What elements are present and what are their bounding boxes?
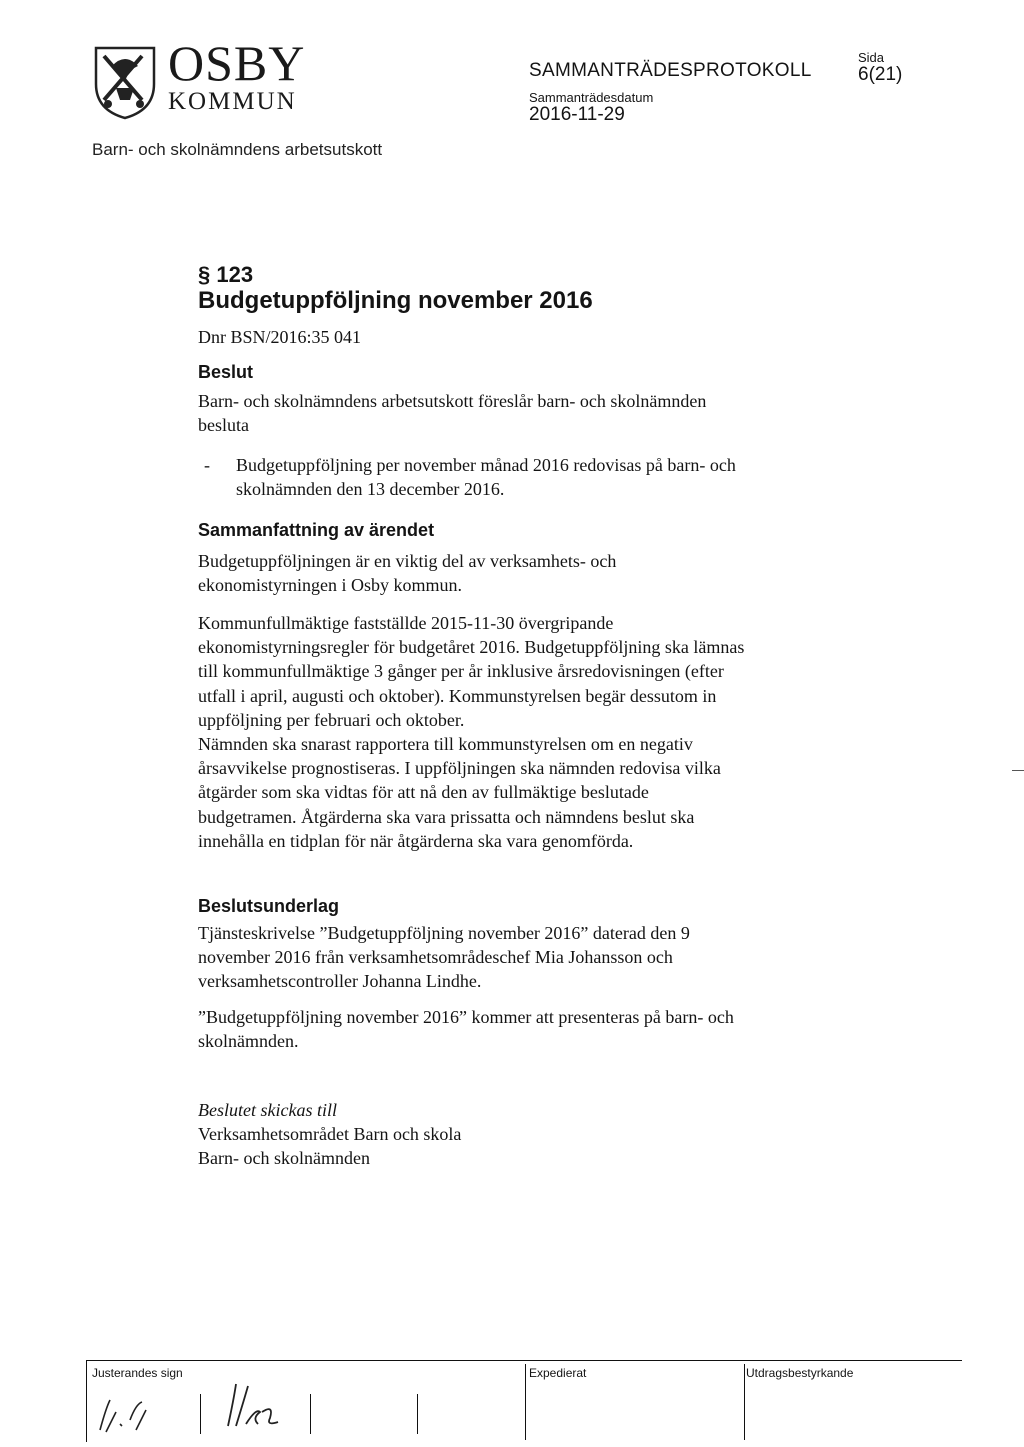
text-line: ”Budgetuppföljning november 2016” kommer att presenteras på barn- och [198, 1007, 734, 1027]
footer-label-expedierat: Expedierat [529, 1366, 587, 1380]
footer-divider [86, 1360, 962, 1361]
date-label: Sammanträdesdatum [529, 90, 654, 105]
footer-cell-border [417, 1394, 418, 1434]
text-line: skolnämnden. [198, 1031, 299, 1052]
recipients-list [198, 1122, 461, 1170]
brand-name: OSBY [168, 35, 306, 91]
footer-cell-border [744, 1364, 745, 1440]
footer-cell-border [525, 1364, 526, 1440]
text-line: Kommunfullmäktige fastställde 2015-11-30 övergripande [198, 613, 614, 633]
basis-paragraph-2 [198, 1005, 734, 1053]
text-line: utfall i april, augusti och oktober). Kommunstyrelsen begär dessutom in [198, 685, 717, 706]
osby-coat-of-arms-logo [90, 42, 160, 122]
basis-heading: Beslutsunderlag [198, 896, 340, 916]
protocol-title: SAMMANTRÄDESPROTOKOLL [529, 60, 812, 81]
brand-subtitle: KOMMUN [168, 88, 297, 115]
footer-label-justerandes: Justerandes sign [92, 1366, 183, 1380]
text-line: ekonomistyrningen i Osby kommun. [198, 575, 462, 596]
summary-paragraph-2 [198, 611, 744, 853]
bullet-dash: - [204, 455, 210, 475]
decision-bullet-line: Budgetuppföljning per november månad 2016 redovisas på barn- och [236, 455, 736, 475]
text-line: november 2016 från verksamhetsområdeschef Mia Johansson och [198, 947, 673, 968]
recipients-heading: Beslutet skickas till [198, 1100, 337, 1120]
decision-text-line: Barn- och skolnämndens arbetsutskott föreslår barn- och skolnämnden [198, 391, 707, 411]
text-line: åtgärder som ska vidtas för att nå den av fullmäktige beslutade [198, 782, 649, 803]
scan-edge-mark [1012, 770, 1024, 771]
handwritten-initials-signature [96, 1390, 186, 1440]
text-line: ekonomistyrningsregler för budgetåret 2016. Budgetuppföljning ska lämnas [198, 637, 745, 658]
text-line: årsavvikelse prognostiseras. I uppföljningen ska nämnden redovisa vilka [198, 758, 721, 779]
decision-text-line: besluta [198, 415, 249, 435]
section-title: Budgetuppföljning november 2016 [198, 287, 593, 314]
decision-heading: Beslut [198, 362, 254, 382]
recipient-item: Barn- och skolnämnden [198, 1148, 370, 1168]
summary-heading: Sammanfattning av ärendet [198, 520, 435, 540]
committee-name: Barn- och skolnämndens arbetsutskott [92, 140, 383, 159]
page-number: 6(21) [858, 64, 903, 85]
text-line: budgetramen. Åtgärderna ska vara prissatta och nämndens beslut ska [198, 806, 695, 827]
section-number: § 123 [198, 262, 254, 287]
footer-cell-border [310, 1394, 311, 1434]
text-line: verksamhetscontroller Johanna Lindhe. [198, 971, 482, 992]
diary-number: Dnr BSN/2016:35 041 [198, 327, 362, 347]
text-line: till kommunfullmäktige 3 gånger per år inklusive årsredovisningen (efter [198, 661, 724, 682]
decision-bullet-line: skolnämnden den 13 december 2016. [236, 479, 505, 499]
summary-paragraph-1 [198, 549, 616, 597]
text-line: innehålla en tidplan för när åtgärderna ska vara genomförda. [198, 830, 634, 851]
recipient-item: Verksamhetsområdet Barn och skola [198, 1124, 462, 1144]
handwritten-signature [222, 1378, 292, 1438]
basis-paragraph-1 [198, 921, 690, 994]
text-line: Budgetuppföljningen är en viktig del av verksamhets- och [198, 551, 617, 571]
footer-label-utdragsbestyrkande: Utdragsbestyrkande [746, 1366, 854, 1380]
date-value: 2016-11-29 [529, 104, 625, 125]
footer-cell-border [200, 1394, 201, 1434]
page-label: Sida [858, 50, 885, 65]
text-line: uppföljning per februari och oktober. [198, 709, 465, 730]
text-line: Tjänsteskrivelse ”Budgetuppföljning november 2016” daterad den 9 [198, 923, 690, 943]
footer-cell-border [86, 1360, 87, 1442]
text-line: Nämnden ska snarast rapportera till kommunstyrelsen om en negativ [198, 734, 693, 755]
